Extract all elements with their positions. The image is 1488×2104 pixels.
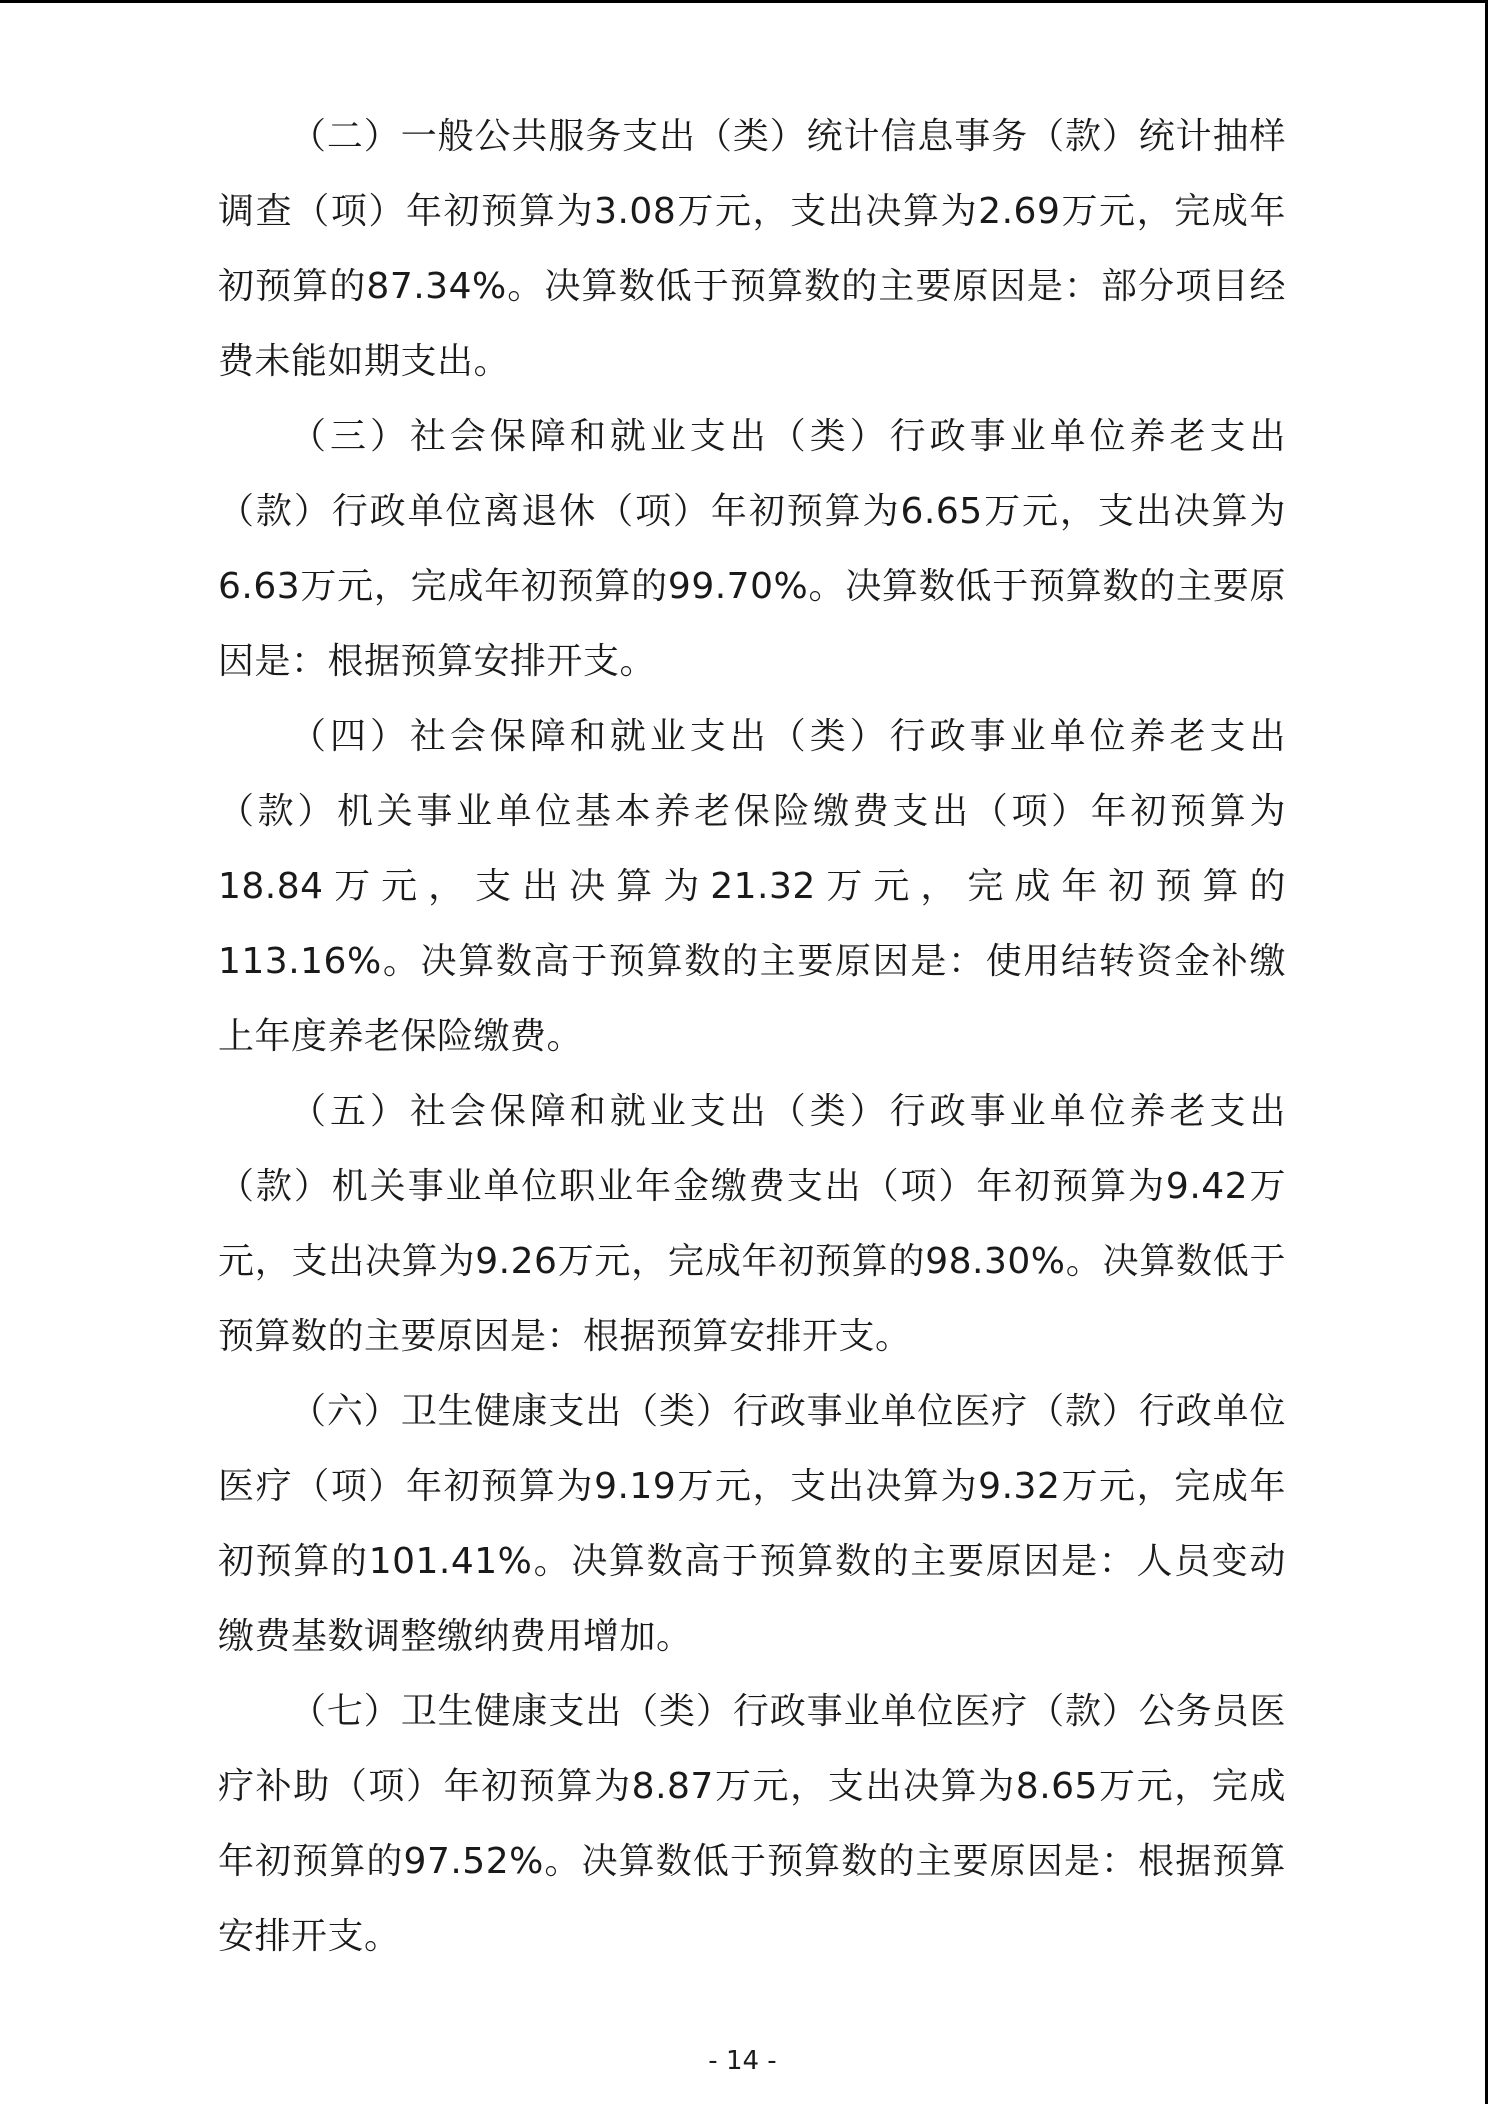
paragraph-item-3: （三）社会保障和就业支出（类）行政事业单位养老支出（款）行政单位离退休（项）年初预算为6.65万元，支出决算为6.63万元，完成年初预算的99.70%。决算数低于预算数的主要原因是：根据预算安排开支。 bbox=[218, 416, 1286, 682]
paragraph-item-2: （二）一般公共服务支出（类）统计信息事务（款）统计抽样调查（项）年初预算为3.08万元，支出决算为2.69万元，完成年初预算的87.34%。决算数低于预算数的主要原因是：部分项目经费未能如期支出。 bbox=[218, 116, 1286, 382]
paragraph-item-6: （六）卫生健康支出（类）行政事业单位医疗（款）行政单位医疗（项）年初预算为9.19万元，支出决算为9.32万元，完成年初预算的101.41%。决算数高于预算数的主要原因是：人员变动缴费基数调整缴纳费用增加。 bbox=[218, 1391, 1286, 1657]
paragraph-item-4: （四）社会保障和就业支出（类）行政事业单位养老支出（款）机关事业单位基本养老保险缴费支出（项）年初预算为18.84万元，支出决算为21.32万元，完成年初预算的113.16%。决算数高于预算数的主要原因是：使用结转资金补缴上年度养老保险缴费。 bbox=[218, 716, 1286, 1057]
paragraph-item-5: （五）社会保障和就业支出（类）行政事业单位养老支出（款）机关事业单位职业年金缴费支出（项）年初预算为9.42万元，支出决算为9.26万元，完成年初预算的98.30%。决算数低于预算数的主要原因是：根据预算安排开支。 bbox=[218, 1091, 1286, 1357]
paragraph-item-7: （七）卫生健康支出（类）行政事业单位医疗（款）公务员医疗补助（项）年初预算为8.87万元，支出决算为8.65万元，完成年初预算的97.52%。决算数低于预算数的主要原因是：根据预算安排开支。 bbox=[218, 1691, 1286, 1957]
page-number: - 14 - bbox=[708, 2046, 777, 2076]
body-text bbox=[218, 99, 1286, 1974]
